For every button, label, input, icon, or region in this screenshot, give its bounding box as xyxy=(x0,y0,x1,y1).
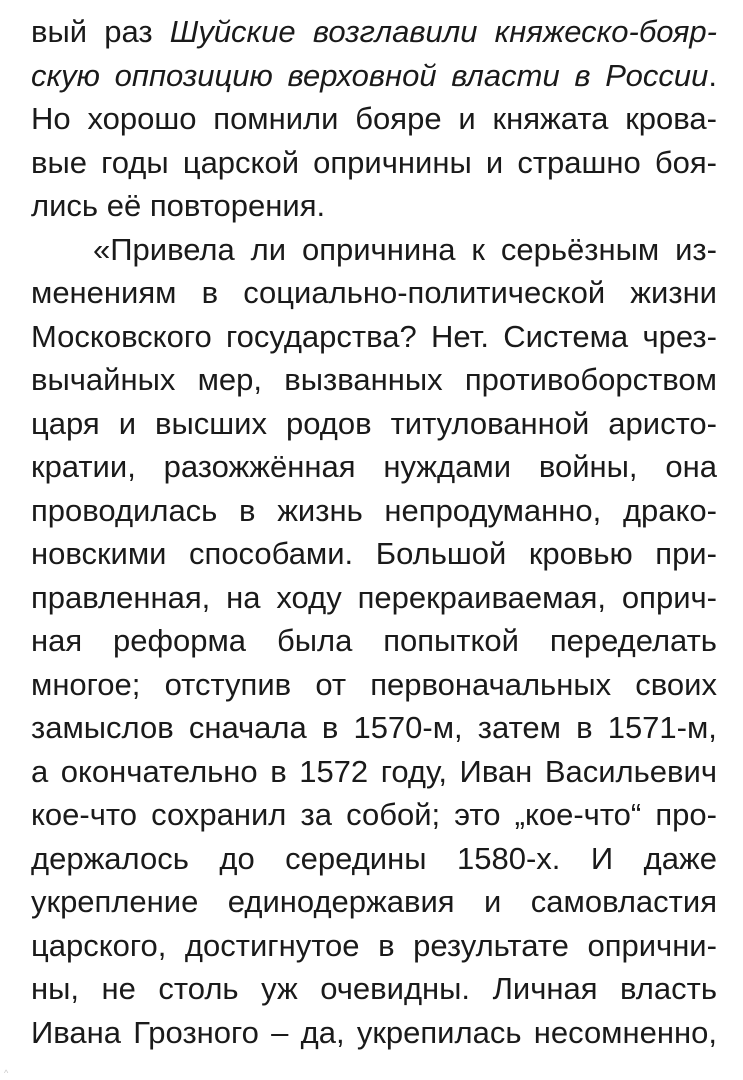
word: непродуманно, xyxy=(384,492,602,528)
word: высших xyxy=(155,405,267,441)
word: про- xyxy=(655,797,717,832)
word: – xyxy=(271,1014,289,1050)
italic-word: скую xyxy=(31,57,100,93)
text-line xyxy=(31,967,717,1011)
word: сначала xyxy=(188,710,307,745)
word: кратии, xyxy=(31,449,136,484)
word: при- xyxy=(655,536,717,571)
text-line xyxy=(31,97,717,141)
text-line xyxy=(31,619,717,663)
word: Ивана xyxy=(31,1014,122,1050)
word: „кое-что“ xyxy=(514,797,642,832)
word: и xyxy=(118,405,137,441)
word: даже xyxy=(643,840,717,876)
word: единодержавия xyxy=(227,884,455,919)
text-line xyxy=(31,489,717,533)
word: несомненно, xyxy=(533,1014,717,1050)
word: до xyxy=(219,840,255,876)
word: ходу xyxy=(276,579,342,615)
word: и xyxy=(458,101,476,136)
italic-word: власти xyxy=(451,57,560,93)
word: самовластия xyxy=(530,884,717,919)
italic-word: оппозицию xyxy=(114,57,273,93)
word: Грозного xyxy=(133,1014,259,1050)
word: 1572 xyxy=(299,753,369,789)
word: проводилась xyxy=(31,492,218,528)
word: опрични- xyxy=(587,927,717,963)
word: Васильевич xyxy=(544,753,717,789)
word: отступив xyxy=(164,666,292,702)
italic-word: княжеско-бояр- xyxy=(494,14,717,49)
word: оприч- xyxy=(621,579,717,615)
word: повторения. xyxy=(149,188,326,223)
word: в xyxy=(378,927,395,963)
text-line xyxy=(31,141,717,185)
word: уж xyxy=(261,971,298,1006)
word: из- xyxy=(675,231,717,267)
word: мер, xyxy=(197,362,263,397)
italic-word: России xyxy=(605,57,709,93)
word: к xyxy=(471,231,485,267)
word: способами. xyxy=(189,536,354,571)
word: кое-что xyxy=(31,797,137,832)
text-line xyxy=(31,315,717,359)
word: княжата xyxy=(492,101,609,136)
word-with-period xyxy=(605,54,717,98)
text-line xyxy=(31,10,717,54)
page-corner-mark: ^ xyxy=(4,1068,9,1078)
word: от xyxy=(315,666,347,702)
word: в xyxy=(576,710,593,745)
word: затем xyxy=(477,710,561,745)
word: страшно xyxy=(517,144,641,180)
text-line xyxy=(31,54,717,98)
word: попыткой xyxy=(383,623,519,658)
word: царского, xyxy=(31,927,167,963)
text-line xyxy=(31,750,717,794)
word: опричнина xyxy=(301,231,456,267)
word: ли xyxy=(250,231,287,267)
word: лись xyxy=(31,188,99,223)
italic-word: возглавили xyxy=(312,14,478,49)
word: царской xyxy=(182,144,300,180)
text-line xyxy=(31,924,717,968)
word: противоборством xyxy=(464,362,717,397)
text-line xyxy=(31,576,717,620)
word: и xyxy=(484,884,502,919)
word: многое; xyxy=(31,666,141,702)
word: власть xyxy=(620,971,717,1006)
word: окончательно xyxy=(60,753,258,789)
word: хорошо xyxy=(87,101,197,136)
text-line xyxy=(31,271,717,315)
word: боя- xyxy=(654,144,717,180)
word: 1580-х. xyxy=(457,840,561,876)
word: очевидны. xyxy=(320,971,471,1006)
word: 1571-м, xyxy=(607,710,717,745)
word: крова- xyxy=(625,101,717,136)
word: раз xyxy=(104,14,153,49)
word: вызванных xyxy=(284,362,443,397)
text-line xyxy=(31,663,717,707)
word: реформа xyxy=(113,623,247,658)
word: Большой xyxy=(375,536,507,571)
word: укрепилась xyxy=(356,1014,522,1050)
word: в xyxy=(239,492,256,528)
word: родов xyxy=(285,405,372,441)
word: помнили xyxy=(213,101,339,136)
word: нуждами xyxy=(383,449,512,484)
word: годы xyxy=(101,144,169,180)
text-line xyxy=(31,706,717,750)
word: вые xyxy=(31,144,87,180)
word: правленная, xyxy=(31,579,211,615)
text-line xyxy=(31,228,717,272)
word: замыслов xyxy=(31,710,174,745)
word: на xyxy=(226,579,261,615)
word: первоначальных xyxy=(370,666,612,702)
italic-word: верховной xyxy=(287,57,437,93)
word: за xyxy=(300,797,332,832)
word: в xyxy=(201,275,219,310)
text-line xyxy=(31,402,717,446)
italic-word: Шуйские xyxy=(169,14,296,49)
text-line xyxy=(31,793,717,837)
text-line xyxy=(31,358,717,402)
word: держалось xyxy=(31,840,189,876)
word: её xyxy=(106,188,142,223)
word: а xyxy=(31,753,49,789)
word: укрепление xyxy=(31,884,199,919)
word: и xyxy=(485,144,504,180)
text-line xyxy=(31,445,717,489)
text-line xyxy=(31,837,717,881)
word: Личная xyxy=(492,971,598,1006)
word: драко- xyxy=(622,492,717,528)
word: титулованной xyxy=(390,405,590,441)
word: И xyxy=(590,840,614,876)
word: ная xyxy=(31,623,83,658)
word: столь xyxy=(158,971,239,1006)
word: Иван xyxy=(459,753,533,789)
text-line xyxy=(31,184,717,228)
word: жизнь xyxy=(277,492,363,528)
word: ны, xyxy=(31,971,80,1006)
word: 1570-м, xyxy=(353,710,463,745)
word: новскими xyxy=(31,536,167,571)
word: «Привела xyxy=(93,231,235,267)
word: достигнутое xyxy=(184,927,360,963)
word: войны, xyxy=(538,449,638,484)
word: Но xyxy=(31,101,71,136)
word: царя xyxy=(31,405,100,441)
word: жизни xyxy=(630,275,717,310)
text-line xyxy=(31,1011,717,1055)
book-page-text xyxy=(31,10,717,1054)
word: Московского xyxy=(31,318,212,354)
word: серьёзным xyxy=(500,231,660,267)
word: году, xyxy=(380,753,447,789)
word: вычайных xyxy=(31,362,176,397)
word: аристо- xyxy=(608,405,717,441)
word: результате xyxy=(413,927,569,963)
word: в xyxy=(321,710,339,745)
word: своих xyxy=(635,666,717,702)
word: не xyxy=(101,971,136,1006)
word: была xyxy=(276,623,353,658)
text-line xyxy=(31,880,717,924)
word: менениям xyxy=(31,275,177,310)
word: сохранил xyxy=(151,797,287,832)
word: вый xyxy=(31,14,88,49)
word: . xyxy=(708,57,717,93)
word: разожжённая xyxy=(163,449,356,484)
word: Нет. xyxy=(431,318,489,354)
word: опричнины xyxy=(313,144,472,180)
word: Система xyxy=(503,318,629,354)
word: переделать xyxy=(549,623,717,658)
word: чрез- xyxy=(642,318,717,354)
word: государства? xyxy=(226,318,417,354)
word: собой; xyxy=(346,797,441,832)
word: социально-политической xyxy=(243,275,606,310)
text-line xyxy=(31,532,717,576)
word: она xyxy=(665,449,717,484)
italic-word: в xyxy=(574,57,591,93)
word: это xyxy=(454,797,501,832)
word: да, xyxy=(300,1014,345,1050)
word: перекраиваемая, xyxy=(357,579,607,615)
word: середины xyxy=(285,840,427,876)
word: бояре xyxy=(355,101,442,136)
word: в xyxy=(270,753,287,789)
word: кровью xyxy=(528,536,633,571)
